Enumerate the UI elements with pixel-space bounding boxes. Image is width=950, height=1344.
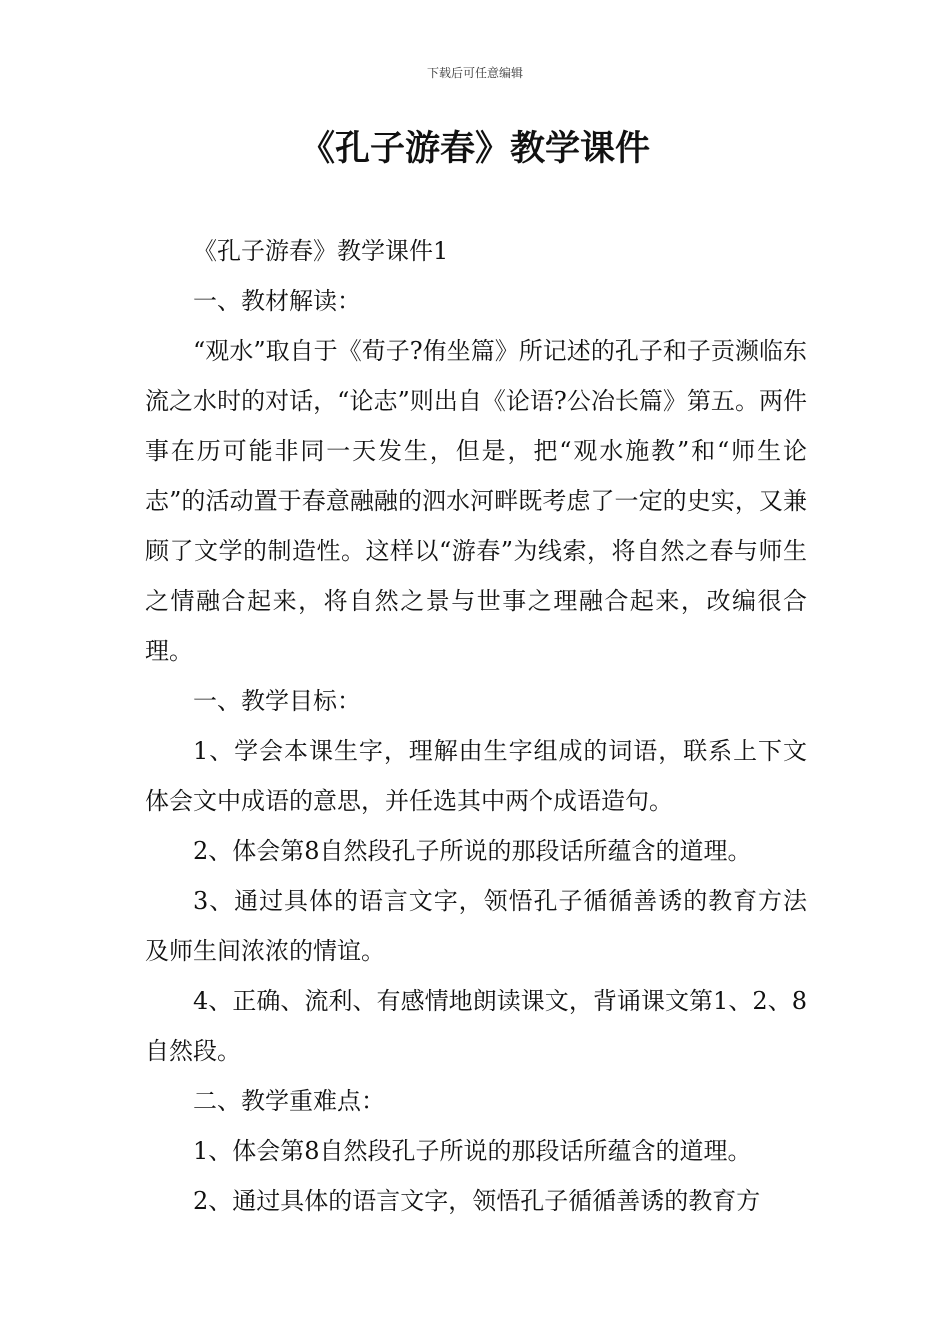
document-title: 《孔子游春》教学课件 <box>299 129 650 169</box>
list-item-goal-2: 2、体会第8自然段孔子所说的那段话所蕴含的道理。 <box>193 837 752 865</box>
section-heading-goals: 一、教学目标： <box>193 687 361 715</box>
list-item-goal-3: 3、通过具体的语言文字，领悟孔子循循善诱的教育方法及师生间浓浓的情谊。 <box>145 887 807 965</box>
document-body <box>145 226 807 1226</box>
subtitle-paragraph: 《孔子游春》教学课件1 <box>193 237 449 265</box>
list-item-key-point-1: 1、体会第8自然段孔子所说的那段话所蕴含的道理。 <box>193 1137 752 1165</box>
list-item-key-point-2: 2、通过具体的语言文字，领悟孔子循循善诱的教育方 <box>193 1187 761 1215</box>
list-item-goal-1: 1、学会本课生字，理解由生字组成的词语，联系上下文体会文中成语的意思，并任选其中两个成语造句。 <box>145 737 807 815</box>
body-paragraph: “观水”取自于《荀子?侑坐篇》所记述的孔子和子贡濒临东流之水时的对话，“论志”则出自《论语?公冶长篇》第五。两件事在历可能非同一天发生，但是，把“观水施教”和“师生论志”的活动置于春意融融的泗水河畔既考虑了一定的史实，又兼顾了文学的制造性。这样以“游春”为线索，将自然之春与师生之情融合起来，将自然之景与世事之理融合起来，改编很合理。 <box>145 337 807 665</box>
section-heading-materials: 一、教材解读： <box>193 287 361 315</box>
list-item-goal-4: 4、正确、流利、有感情地朗读课文，背诵课文第1、2、8自然段。 <box>145 987 807 1065</box>
section-heading-key-points: 二、教学重难点： <box>193 1087 385 1115</box>
header-note: 下载后可任意编辑 <box>426 66 523 80</box>
